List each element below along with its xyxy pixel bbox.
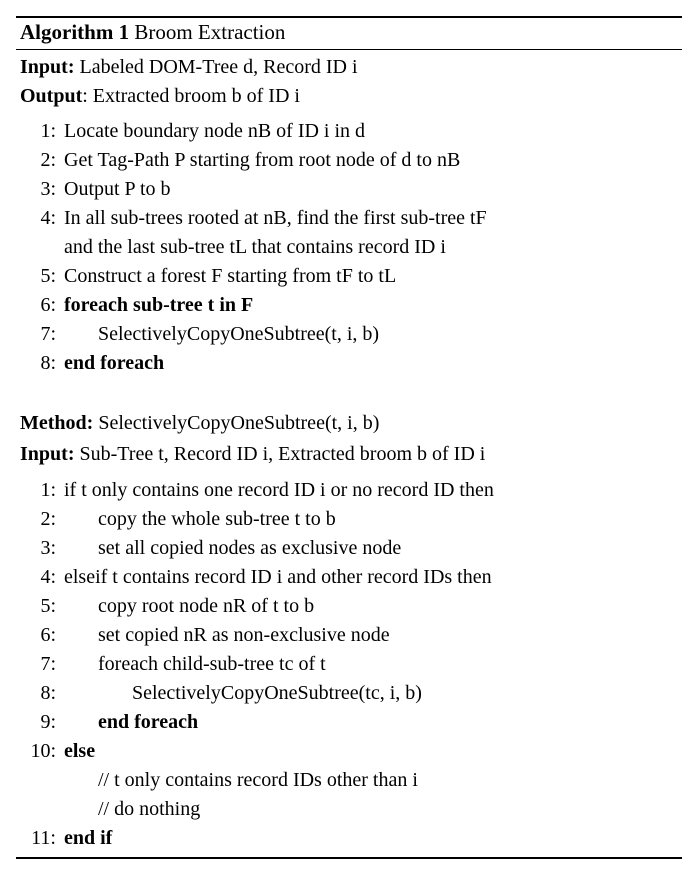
step-text: Output P to b [64,178,171,200]
method-step [20,506,336,532]
algo-step [20,350,164,376]
input-text: Labeled DOM-Tree d, Record ID i [79,56,358,78]
step-number: 4: [40,207,56,229]
algo-step [20,147,460,173]
step-number: 2: [40,508,56,530]
method-input-line [20,441,485,467]
step-text: foreach sub-tree t in F [64,294,254,316]
step-text: elseif t contains record ID i and other record IDs then [64,566,492,588]
step-text: else [64,740,96,762]
step-number: 8: [40,352,56,374]
top-rule [16,16,682,18]
output-line [20,83,300,109]
algo-step [20,205,487,231]
algo-step [20,176,171,202]
step-text: set copied nR as non-exclusive node [98,624,390,646]
step-text: // t only contains record IDs other than i [98,769,418,791]
algo-step [20,292,253,318]
step-text: copy root node nR of t to b [98,595,315,617]
method-label: Method: [20,412,94,434]
step-text: SelectivelyCopyOneSubtree(t, i, b) [98,323,380,345]
method-line [20,410,379,436]
method-comment [20,767,418,793]
step-text: // do nothing [98,798,201,820]
algorithm-header [20,19,285,45]
method-text: SelectivelyCopyOneSubtree(t, i, b) [98,412,380,434]
step-number: 6: [40,294,56,316]
method-step [20,825,112,851]
step-text: set all copied nodes as exclusive node [98,537,402,559]
step-number: 6: [40,624,56,646]
method-step [20,622,390,648]
step-text: foreach child-sub-tree tc of t [98,653,326,675]
step-number: 4: [40,566,56,588]
algo-step [20,321,379,347]
step-number: 3: [40,537,56,559]
method-step [20,738,95,764]
method-input-label: Input: [20,443,75,465]
step-number: 5: [40,595,56,617]
method-step [20,709,198,735]
algo-step [20,118,365,144]
step-number: 3: [40,178,56,200]
algo-step [20,263,396,289]
step-text: copy the whole sub-tree t to b [98,508,336,530]
input-label: Input: [20,56,75,78]
step-number: 9: [40,711,56,733]
bottom-rule [16,857,682,859]
output-text: : Extracted broom b of ID i [82,85,300,107]
step-text: SelectivelyCopyOneSubtree(tc, i, b) [132,682,422,704]
algo-step-continued [20,234,446,260]
header-rule [16,49,682,50]
method-step [20,535,401,561]
method-step [20,593,314,619]
output-label: Output [20,85,83,107]
step-text: and the last sub-tree tL that contains record ID i [64,236,446,258]
step-number: 1: [40,120,56,142]
method-input-text: Sub-Tree t, Record ID i, Extracted broom b of ID i [79,443,486,465]
algorithm-title: Broom Extraction [134,20,286,44]
step-number: 11: [31,827,56,849]
step-number: 7: [40,653,56,675]
method-step [20,477,494,503]
step-text: Get Tag-Path P starting from root node of d to nB [64,149,461,171]
step-text: end foreach [64,352,165,374]
step-text: Construct a forest F starting from tF to tL [64,265,397,287]
method-step [20,680,422,706]
step-number: 10: [30,740,56,762]
method-comment [20,796,200,822]
step-text: Locate boundary node nB of ID i in d [64,120,366,142]
input-line [20,54,358,80]
step-text: end if [64,827,113,849]
method-step [20,651,326,677]
step-number: 7: [40,323,56,345]
method-step [20,564,492,590]
step-text: end foreach [98,711,199,733]
step-number: 8: [40,682,56,704]
step-text: In all sub-trees rooted at nB, find the first sub-tree tF [64,207,487,229]
step-text: if t only contains one record ID i or no record ID then [64,479,494,501]
step-number: 2: [40,149,56,171]
algorithm-label: Algorithm 1 [20,20,130,44]
step-number: 5: [40,265,56,287]
step-number: 1: [40,479,56,501]
